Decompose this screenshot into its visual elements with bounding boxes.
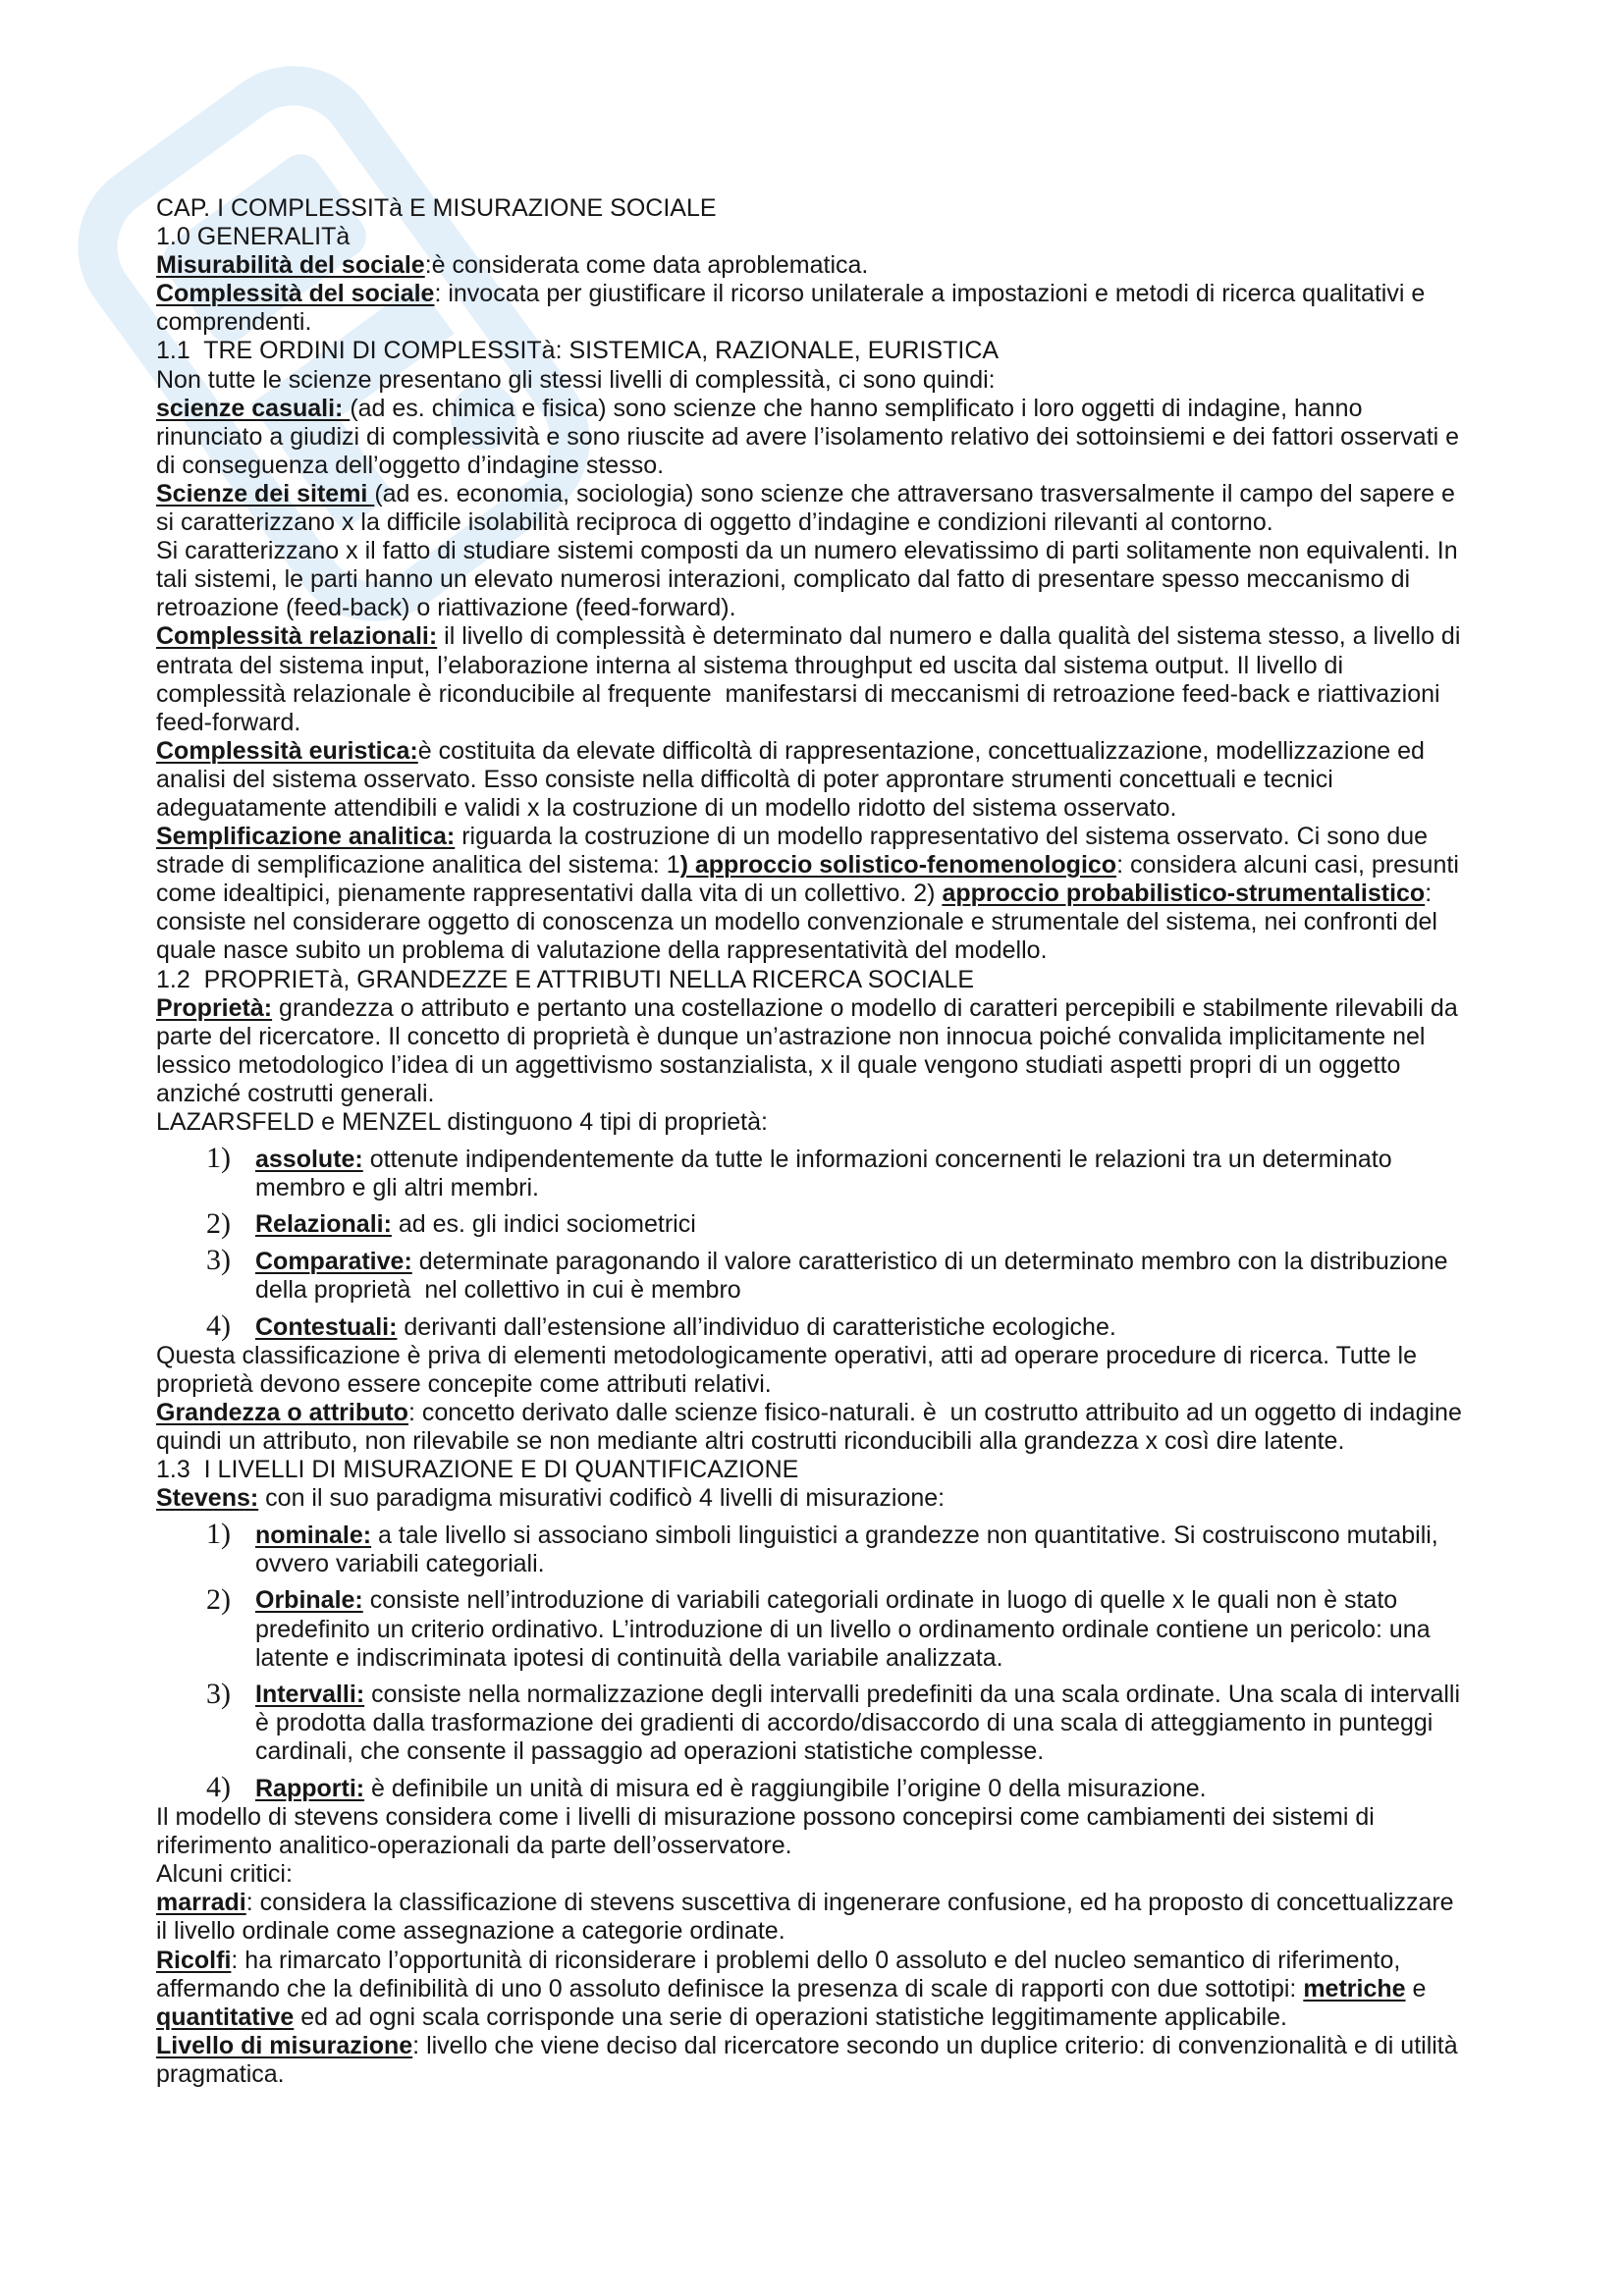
text-run: Il modello di stevens considera come i livelli di misurazione possono concepirsi come cambiamenti dei sistemi di xyxy=(156,1803,1375,1832)
text-run: con il suo paradigma misurativi codificò 4 livelli di misurazione: xyxy=(258,1484,946,1513)
list-item xyxy=(156,1309,1550,1343)
text-run: e xyxy=(1405,1974,1427,2002)
list-item xyxy=(156,1582,1550,1672)
text-run: il livello di complessità è determinato dal numero e dalla qualità del sistema stesso, a livello di xyxy=(437,622,1461,651)
key-term: nominale: xyxy=(255,1521,372,1549)
paragraph xyxy=(156,366,1550,395)
text-run: come idealtipici, pienamente rappresentativi dalla vita di un collettivo. 2) xyxy=(156,880,943,908)
text-line xyxy=(156,423,1550,452)
text-line xyxy=(156,737,1550,766)
section-heading: 1.2 PROPRIETà, GRANDEZZE E ATTRIBUTI NELLA RICERCA SOCIALE xyxy=(156,965,975,993)
text-line xyxy=(156,908,1550,936)
text-line xyxy=(156,823,1550,851)
text-run: riguarda la costruzione di un modello rappresentativo del sistema osservato. Ci sono due xyxy=(455,823,1429,851)
key-term: Relazionali: xyxy=(255,1210,392,1239)
text-run: rinunciato a giudizi di complessività e sono riuscite ad avere l’isolamento relativo dei sottoinsiemi e dei fattori osservati e xyxy=(156,422,1460,451)
text-line xyxy=(156,709,1550,737)
text-line xyxy=(156,2003,1550,2032)
text-run: della proprietà nel collettivo in cui è membro xyxy=(255,1275,741,1304)
text-line xyxy=(156,851,1550,880)
text-line xyxy=(156,480,1550,508)
text-run: ed ad ogni scala corrisponde una serie di operazioni statistiche leggitimamente applicabile. xyxy=(294,2002,1288,2031)
text-run: ottenute indipendentemente da tutte le informazioni concernenti le relazioni tra un determinato xyxy=(362,1145,1392,1173)
paragraph xyxy=(156,1803,1550,1860)
text-run: lessico metodologico l’idea di un aggettivismo sostanzialista, x il quale vengono studiati aspetti propri di un oggetto xyxy=(156,1050,1401,1079)
text-line xyxy=(156,1023,1550,1051)
text-line xyxy=(255,1522,1550,1550)
numbered-list xyxy=(156,1518,1550,1804)
text-line xyxy=(156,251,1550,280)
text-run: : concetto derivato dalle scienze fisico-naturali. è un costrutto attribuito ad un oggetto di indagine xyxy=(407,1398,1462,1426)
paragraph xyxy=(156,823,1550,965)
key-term: scienze casuali: xyxy=(156,394,351,422)
document-blocks xyxy=(156,223,1550,2089)
text-line xyxy=(156,1947,1550,1975)
text-run: quale nasce subito un problema di valutazione della rappresentatività del modello. xyxy=(156,936,1048,965)
text-run: LAZARSFELD e MENZEL distinguono 4 tipi di proprietà: xyxy=(156,1108,768,1136)
paragraph xyxy=(156,395,1550,480)
text-run: membro e gli altri membri. xyxy=(255,1173,539,1201)
key-term: Ricolfi xyxy=(156,1946,232,1974)
text-run: comprendenti. xyxy=(156,308,312,337)
text-run: affermando che la definibilità di uno 0 assoluto definisce la presenza di scale di rapporti con due sottotipi: xyxy=(156,1974,1304,2002)
section-heading: 1.1 TRE ORDINI DI COMPLESSITà: SISTEMICA, RAZIONALE, EURISTICA xyxy=(156,337,1000,365)
text-run: consiste nel considerare oggetto di conoscenza un modello convenzionale e strumentale del sistema, nei confronti del xyxy=(156,908,1437,936)
text-line xyxy=(156,680,1550,709)
list-item xyxy=(156,1518,1550,1578)
text-line xyxy=(156,537,1550,565)
text-run: è prodotta dalla trasformazione dei gradienti di accordo/disaccordo di una scala di atteggiamento in punteggi xyxy=(255,1709,1434,1737)
list-item xyxy=(156,1677,1550,1766)
numbered-list xyxy=(156,1142,1550,1343)
text-line xyxy=(255,1681,1550,1709)
text-line xyxy=(156,794,1550,823)
key-term: Complessità euristica: xyxy=(156,736,418,765)
text-line xyxy=(255,1775,1550,1803)
text-line xyxy=(156,652,1550,680)
list-marker: 2) xyxy=(206,1582,231,1616)
text-run: : livello che viene deciso dal ricercatore secondo un duplice criterio: di convenzionalità e di utilità xyxy=(412,2031,1458,2059)
list-marker: 3) xyxy=(206,1677,231,1710)
text-run: cardinali, che consente il passaggio ad operazioni statistiche complesse. xyxy=(255,1737,1045,1766)
text-run: Non tutte le scienze presentano gli stessi livelli di complessità, ci sono quindi: xyxy=(156,365,996,394)
paragraph xyxy=(156,622,1550,736)
key-term: Rapporti: xyxy=(255,1774,365,1802)
text-line xyxy=(156,622,1550,651)
text-line xyxy=(156,1399,1550,1427)
text-line xyxy=(156,1080,1550,1108)
paragraph xyxy=(156,1399,1550,1456)
key-term: Misurabilità del sociale xyxy=(156,251,425,280)
list-marker: 1) xyxy=(206,1518,231,1551)
paragraph xyxy=(156,737,1550,823)
text-run: ovvero variabili categoriali. xyxy=(255,1549,545,1577)
key-term: Comparative: xyxy=(255,1247,412,1275)
text-line xyxy=(156,366,1550,395)
paragraph xyxy=(156,280,1550,337)
chapter-title: CAP. I COMPLESSITà E MISURAZIONE SOCIALE xyxy=(156,194,717,222)
key-term: assolute: xyxy=(255,1145,363,1173)
text-run: parte del ricercatore. Il concetto di proprietà è dunque un’astrazione non innocua poiché convalida implicitamente nel xyxy=(156,1022,1426,1050)
text-line xyxy=(156,1484,1550,1513)
text-run: latente e indiscriminata ipotesi di continuità della variabile analizzata. xyxy=(255,1643,1003,1672)
key-term: Proprietà: xyxy=(156,993,273,1022)
paragraph xyxy=(156,1484,1550,1513)
list-item xyxy=(156,1771,1550,1804)
paragraph xyxy=(156,994,1550,1108)
text-line xyxy=(156,766,1550,794)
text-run: consiste nell’introduzione di variabili categoriali ordinate in luogo di quelle x le quali non è stato xyxy=(362,1586,1398,1615)
text-line xyxy=(255,1313,1550,1342)
text-line xyxy=(156,452,1550,480)
text-run: tali sistemi, le parti hanno un elevato numerosi interazioni, complicato dal fatto di presentare spesso meccanismo di xyxy=(156,565,1411,594)
list-marker: 3) xyxy=(206,1244,231,1277)
text-run: è definibile un unità di misura ed è raggiungibile l’origine 0 della misurazione. xyxy=(364,1774,1207,1802)
paragraph xyxy=(156,480,1550,622)
list-item xyxy=(156,1244,1550,1305)
text-run: pragmatica. xyxy=(156,2059,285,2088)
text-line xyxy=(156,1889,1550,1917)
text-run: riferimento analitico-operazionali da parte dell’osservatore. xyxy=(156,1832,792,1860)
text-run: feed-forward. xyxy=(156,708,301,736)
text-run: : xyxy=(1425,880,1433,908)
text-line xyxy=(255,1709,1550,1737)
text-run: il livello ordinale come assegnazione a categorie ordinate. xyxy=(156,1917,785,1946)
text-line xyxy=(156,1370,1550,1399)
text-run: strade di semplificazione analitica del sistema: 1 xyxy=(156,851,680,880)
text-run: (ad es. chimica e fisica) sono scienze che hanno semplificato i loro oggetti di indagine, hanno xyxy=(350,394,1363,422)
key-term: metriche xyxy=(1303,1974,1406,2002)
key-term: ) approccio solistico-fenomenologico xyxy=(679,851,1117,880)
text-line xyxy=(255,1174,1550,1202)
text-run: a tale livello si associano simboli linguistici a grandezze non quantitative. Si costruiscono mutabili, xyxy=(371,1521,1438,1549)
key-term: Stevens: xyxy=(156,1484,259,1513)
text-line xyxy=(255,1586,1550,1615)
paragraph xyxy=(156,251,1550,280)
text-line xyxy=(156,1975,1550,2003)
text-line xyxy=(156,508,1550,537)
key-term: Contestuali: xyxy=(255,1312,398,1341)
text-line xyxy=(156,2032,1550,2060)
key-term: marradi xyxy=(156,1889,246,1917)
text-run: : invocata per giustificare il ricorso unilaterale a impostazioni e metodi di ricerca qualitativi e xyxy=(434,280,1426,308)
text-line xyxy=(156,1427,1550,1456)
text-run: retroazione (feed-back) o riattivazione (feed-forward). xyxy=(156,594,736,622)
text-run: Alcuni critici: xyxy=(156,1860,293,1889)
key-term: Orbinale: xyxy=(255,1586,363,1615)
text-line xyxy=(156,880,1550,908)
text-line xyxy=(156,280,1550,308)
text-run: è costituita da elevate difficoltà di rappresentazione, concettualizzazione, modellizzazione ed xyxy=(417,736,1425,765)
text-run: di conseguenza dell’oggetto d’indagine stesso. xyxy=(156,451,665,479)
text-line xyxy=(255,1616,1550,1644)
text-line xyxy=(255,1737,1550,1766)
text-line xyxy=(156,2060,1550,2089)
text-run: Si caratterizzano x il fatto di studiare sistemi composti da un numero elevatissimo di parti solitamente non equivalenti. In xyxy=(156,537,1458,565)
text-line xyxy=(255,1276,1550,1305)
text-run: (ad es. economia, sociologia) sono scienze che attraversano trasversalmente il campo del sapere e xyxy=(374,479,1455,507)
text-run: quindi un attributo, non rilevabile se non mediante altri costrutti riconducibili alla grandezza x così dire latente. xyxy=(156,1426,1345,1455)
paragraph xyxy=(156,1889,1550,1946)
text-run: :è considerata come data aproblematica. xyxy=(424,251,869,280)
key-term: Semplificazione analitica: xyxy=(156,823,456,851)
key-term: Scienze dei sitemi xyxy=(156,479,375,507)
text-run: determinate paragonando il valore caratteristico di un determinato membro con la distribuzione xyxy=(411,1247,1448,1275)
text-line xyxy=(156,1342,1550,1370)
text-run: : considera alcuni casi, presunti xyxy=(1116,851,1459,880)
key-term: Grandezza o attributo xyxy=(156,1398,408,1426)
paragraph xyxy=(156,1860,1550,1889)
document-body xyxy=(156,194,1550,2089)
text-line xyxy=(156,994,1550,1023)
key-term: Livello di misurazione xyxy=(156,2031,413,2059)
text-line xyxy=(156,1860,1550,1889)
text-line xyxy=(255,1550,1550,1578)
text-line xyxy=(156,1832,1550,1860)
text-run: complessità relazionale è riconducibile al frequente manifestarsi di meccanismi di retroazione feed-back e riattivazioni xyxy=(156,679,1440,708)
text-line xyxy=(156,1803,1550,1832)
text-line xyxy=(156,565,1550,594)
list-marker: 4) xyxy=(206,1771,231,1804)
text-line xyxy=(156,1108,1550,1137)
section-heading: 1.0 GENERALITà xyxy=(156,223,351,251)
list-item xyxy=(156,1206,1550,1240)
text-run: Questa classificazione è priva di elementi metodologicamente operativi, atti ad operare procedure di ricerca. Tutte le xyxy=(156,1341,1418,1369)
text-line xyxy=(255,1644,1550,1673)
list-item xyxy=(156,1142,1550,1202)
text-run: entrata del sistema input, l’elaborazione interna al sistema throughput ed uscita dal sistema output. Il livello di xyxy=(156,651,1344,679)
text-line xyxy=(156,594,1550,622)
text-run: : ha rimarcato l’opportunità di riconsiderare i problemi dello 0 assoluto e del nucleo semantico di riferimento, xyxy=(231,1946,1401,1974)
text-line xyxy=(255,1248,1550,1276)
text-line xyxy=(156,1051,1550,1080)
text-line xyxy=(156,936,1550,965)
paragraph xyxy=(156,1342,1550,1399)
text-run: predefinito un criterio ordinativo. L’introduzione di un livello o ordinamento ordinale contiene un pericolo: una xyxy=(255,1615,1431,1643)
text-line xyxy=(156,395,1550,423)
section-heading: 1.3 I LIVELLI DI MISURAZIONE E DI QUANTIFICAZIONE xyxy=(156,1456,799,1484)
text-line xyxy=(156,308,1550,337)
key-term: Intervalli: xyxy=(255,1681,365,1709)
text-run: proprietà devono essere concepite come attributi relativi. xyxy=(156,1369,772,1398)
text-line xyxy=(255,1146,1550,1174)
text-run: derivanti dall’estensione all’individuo di caratteristiche ecologiche. xyxy=(397,1312,1116,1341)
text-run: ad es. gli indici sociometrici xyxy=(391,1210,696,1239)
text-run: : considera la classificazione di stevens suscettiva di ingenerare confusione, ed ha proposto di concettualizzare xyxy=(245,1889,1454,1917)
paragraph xyxy=(156,1108,1550,1137)
key-term: quantitative xyxy=(156,2002,295,2031)
list-marker: 1) xyxy=(206,1142,231,1175)
text-run: si caratterizzano x la difficile isolabilità reciproca di oggetto d’indagine e condizioni rilevanti al contorno. xyxy=(156,508,1273,537)
text-run: consiste nella normalizzazione degli intervalli predefiniti da una scala ordinate. Una scala di intervalli xyxy=(364,1681,1461,1709)
list-marker: 2) xyxy=(206,1206,231,1240)
key-term: Complessità del sociale xyxy=(156,280,435,308)
paragraph xyxy=(156,1947,1550,2032)
text-run: grandezza o attributo e pertanto una costellazione o modello di caratteri percepibili e stabilmente rilevabili da xyxy=(272,993,1458,1022)
text-run: analisi del sistema osservato. Esso consiste nella difficoltà di poter approntare strumenti concettuali e tecnici xyxy=(156,765,1333,793)
paragraph xyxy=(156,2032,1550,2089)
text-run: anziché costrutti generali. xyxy=(156,1079,435,1107)
text-line xyxy=(255,1210,1550,1239)
list-marker: 4) xyxy=(206,1309,231,1343)
key-term: approccio probabilistico-strumentalistico xyxy=(942,880,1426,908)
key-term: Complessità relazionali: xyxy=(156,622,438,651)
text-run: adeguatamente attendibili e validi x la costruzione di un modello ridotto del sistema osservato. xyxy=(156,793,1177,822)
text-line xyxy=(156,1917,1550,1946)
